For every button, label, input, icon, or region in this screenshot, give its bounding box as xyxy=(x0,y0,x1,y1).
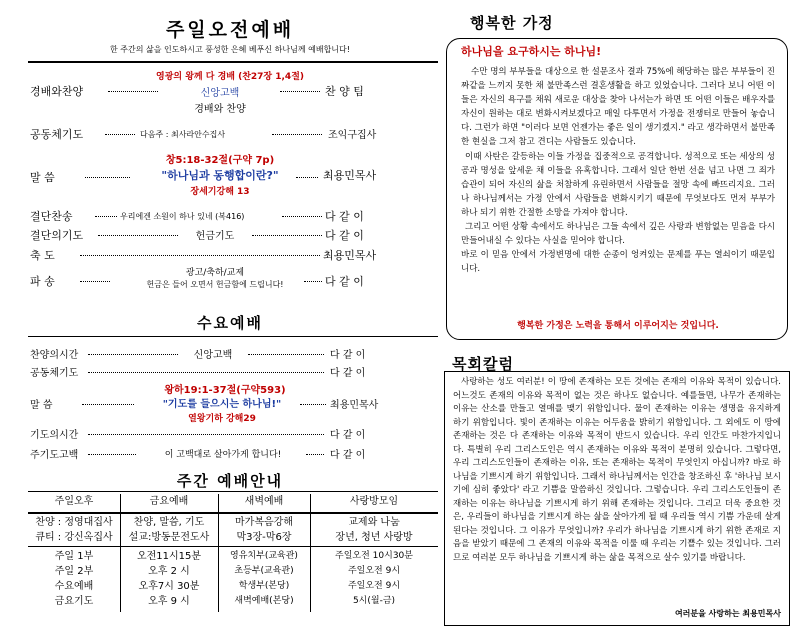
column-body: 사랑하는 성도 여러분! 이 땅에 존재하는 모든 것에는 존재의 이유와 목적이 있습니다. 어느것도 존재의 이유와 목적이 없는 것은 하나도 없습니다. 예를들면, 나무가 존재하는 이유는 산소를 만들고 열매를 맺기 위함입니다. 물이 존재하는 이유는 생명을 유지하게 하기 위함입니다. 빛이 존재하는 이유는 어두움을 밝히기 위함입니다. 그 외에도 이 땅에 존재하는 것은 다 존재하는 이유와 목적이 반드시 있습니다. 우리 인간도 마찬가지입니다. 특별히 우리 그리스도인은 역시 존재하는 이유와 목적이 분명히 있습니다. 그렇다면, 우리 그리스도인들이 존재하는 이유, 또는 존재하는 목적이 무엇인지 아십니까? 바로 하나님을 기쁘시게 하기 위함입니다. 그래서 하나님께서는 인간을 창조하신 후 '하나님 보시기에 심히 좋았다' 라고 기쁨을 말씀하신 것입니다. 그렇습니다. 우리 그리스도인들이 존재하는 이유는 하나님을 기쁘시게 하기 위해 존재하는 것입니다. 그리고 더욱 중요한 것은, 우리들이 하나님을 기쁘시게 하는 삶을 살아가게 될 때 우리들 역시 기쁨 가운데 살게 된다는 것입니다. 그 이유가 무엇입니까? 우리가 하나님을 기쁘시게 하기 위한 존재로 지음을 받았기 때문에 그 존재의 이유와 목적을 이룰 때 우리는 기쁠수 있는 것입니다. 그러므로 여러분 모두 하나님을 기쁘시게 하는 삶을 목적으로 살수 있기를 바랍니다. xyxy=(453,377,781,563)
sunday-sermon-title: "하나님과 동행합이란?" xyxy=(161,169,279,182)
happy-paragraph: 수만 명의 부부들을 대상으로 한 설문조사 결과 75%에 해당하는 많은 부부들이 진짜같을 느끼지 못한 채 불만족스런 결혼생활을 하고 있었습니다. 그러다 보니 어떤 이들은 자신의 욕구를 채워 새로운 대상을 찾아 나서는가 하면 또 어떤 이들은 배우자를 자신이 원하는 대로 변화시켜보겠다고 매일 다투면서 가정을 전쟁터로 만들어 놓습니다. 그런가 하면 "이러다 보면 언젠가는 좋은 일이 생기겠지." 라고 생각하면서 불만족한 현실을 그저 참고 견디는 사람들도 있습니다. xyxy=(461,67,775,148)
order-label: 축 도 xyxy=(30,249,55,262)
order-label: 주기도고백 xyxy=(30,450,79,461)
order-leader: 최용민목사 xyxy=(330,400,379,411)
wednesday-scripture: 왕하19:1-37절(구약593) xyxy=(164,385,286,396)
schedule-header: 새벽예배 xyxy=(244,496,284,507)
order-label: 결단찬송 xyxy=(30,210,73,223)
order-sub: 경배와 찬양 xyxy=(194,104,246,115)
divider xyxy=(28,491,438,492)
happy-title: 행복한 가정 xyxy=(470,14,554,32)
order-leader: 다 같 이 xyxy=(330,368,366,379)
sunday-title: 주일오전예배 xyxy=(165,19,295,41)
schedule-cell: 찬양 : 정영대집사 큐티 : 강신옥집사 xyxy=(35,517,113,543)
schedule-header: 주일오후 xyxy=(54,496,94,507)
order-center: 헌금기도 xyxy=(195,231,235,242)
schedule-title: 주간 예배안내 xyxy=(176,472,284,490)
happy-paragraph: 바로 이 믿음 안에서 가정변명에 대한 순종이 엉켜있는 문제를 푸는 열쇠이기 때문입니다. xyxy=(461,250,775,275)
schedule-cell: 영유치부(교육관) 초등부(교육관) 학생부(본당) 새벽예배(본당) xyxy=(230,551,298,606)
order-center: 신앙고백 xyxy=(200,88,240,99)
happy-footer: 행복한 가정은 노력을 통해서 이루어지는 것입니다. xyxy=(517,321,719,331)
order-leader: 다 같 이 xyxy=(325,229,364,242)
order-label: 말 씀 xyxy=(30,400,53,411)
order-leader: 다 같 이 xyxy=(325,275,364,288)
order-center: 이 고백대로 살아가게 합니다! xyxy=(164,450,282,460)
order-label: 파 송 xyxy=(30,275,55,288)
order-center: 다음주 : 최사라안수집사 xyxy=(140,130,226,139)
wednesday-sermon-title: "기도를 들으시는 하나님!" xyxy=(162,399,282,410)
order-label: 공동체기도 xyxy=(30,368,79,379)
schedule-header: 금요예배 xyxy=(149,496,189,507)
order-label: 경배와찬양 xyxy=(30,85,84,98)
wednesday-title: 수요예배 xyxy=(197,314,263,332)
order-sub: 헌금은 들어 오면서 헌금함에 드립니다! xyxy=(146,280,284,289)
order-leader: 다 같 이 xyxy=(330,450,366,461)
order-leader: 찬 양 팀 xyxy=(325,85,364,98)
column-box xyxy=(444,371,790,626)
order-leader: 다 같 이 xyxy=(330,430,366,441)
schedule-cell: 주일 1부 주일 2부 수요예배 금요기도 xyxy=(54,551,94,607)
happy-heading: 하나님을 요구하시는 하나님! xyxy=(461,45,602,58)
schedule-cell: 교제와 나눔 장년, 청년 사랑방 xyxy=(335,517,413,543)
schedule-cell: 주일오전 10시30분 주일오전 9시 주일오전 9시 5시(월-금) xyxy=(335,551,413,606)
order-center: 신앙고백 xyxy=(193,350,233,361)
happy-paragraph: 이때 사탄은 갈등하는 이들 가정을 집중적으로 공격합니다. 성적으로 또는 세상의 성공과 명성을 앞세운 채 이들을 유혹합니다. 그래서 일단 한번 선을 넘고 나면 그 죄가 습관이 되어 자신의 삶을 처참하게 유린하면서 사람들을 절망 속에 빠뜨리지요. 그러나 하나님께서는 가정 안에서 사람들을 변화시키기 때문에 무엇보다도 먼저 부부가 하나 되기 위한 간절한 소망을 가져야 합니다. xyxy=(461,151,775,218)
happy-body xyxy=(461,65,775,276)
sunday-scripture: 창5:18-32절(구약 7p) xyxy=(165,155,275,166)
sunday-series: 장세기강해 13 xyxy=(190,187,250,197)
sunday-subtitle: 한 주간의 삶을 인도하시고 풍성한 은혜 베푸신 하나님께 예배합니다! xyxy=(110,45,350,54)
order-label: 찬양의시간 xyxy=(30,350,79,361)
schedule-cell: 오전11시15분 오후 2 시 오후7시 30분 오후 9 시 xyxy=(136,551,202,607)
happy-box xyxy=(446,38,788,340)
schedule-cell: 마가복음강해 막3장-막6장 xyxy=(235,517,293,543)
column-signature: 여러분을 사랑하는 최용민목사 xyxy=(674,609,781,618)
order-label: 기도의시간 xyxy=(30,430,79,441)
order-leader: 다 같 이 xyxy=(330,350,366,361)
order-center: 우리에겐 소원이 하나 있네 (복416) xyxy=(120,212,245,221)
order-label: 결단의기도 xyxy=(30,229,84,242)
order-leader: 최용민목사 xyxy=(323,169,377,182)
order-leader: 다 같 이 xyxy=(325,210,364,223)
divider xyxy=(28,336,438,337)
order-leader: 조익구집사 xyxy=(328,130,377,141)
schedule-header: 사랑방모임 xyxy=(349,496,399,507)
worship-hymn: 영광의 왕께 다 경배 (찬27장 1,4절) xyxy=(156,72,304,82)
wednesday-series: 열왕기하 강해29 xyxy=(188,414,256,424)
order-leader: 최용민목사 xyxy=(323,249,377,262)
order-label: 공동체기도 xyxy=(30,128,84,141)
happy-paragraph: 그리고 어떤 상황 속에서도 하나님은 그들 속에서 깊은 사랑과 변함없는 믿음을 다시 만들어내실 수 있다는 사실을 믿어야 합니다. xyxy=(461,222,775,247)
divider xyxy=(28,61,438,63)
order-center: 광고/축하/교제 xyxy=(185,268,245,278)
schedule-cell: 찬양, 말씀, 기도 설교:방동문전도사 xyxy=(128,517,210,543)
column-title: 목회칼럼 xyxy=(452,355,514,373)
order-label: 말 씀 xyxy=(30,171,55,184)
